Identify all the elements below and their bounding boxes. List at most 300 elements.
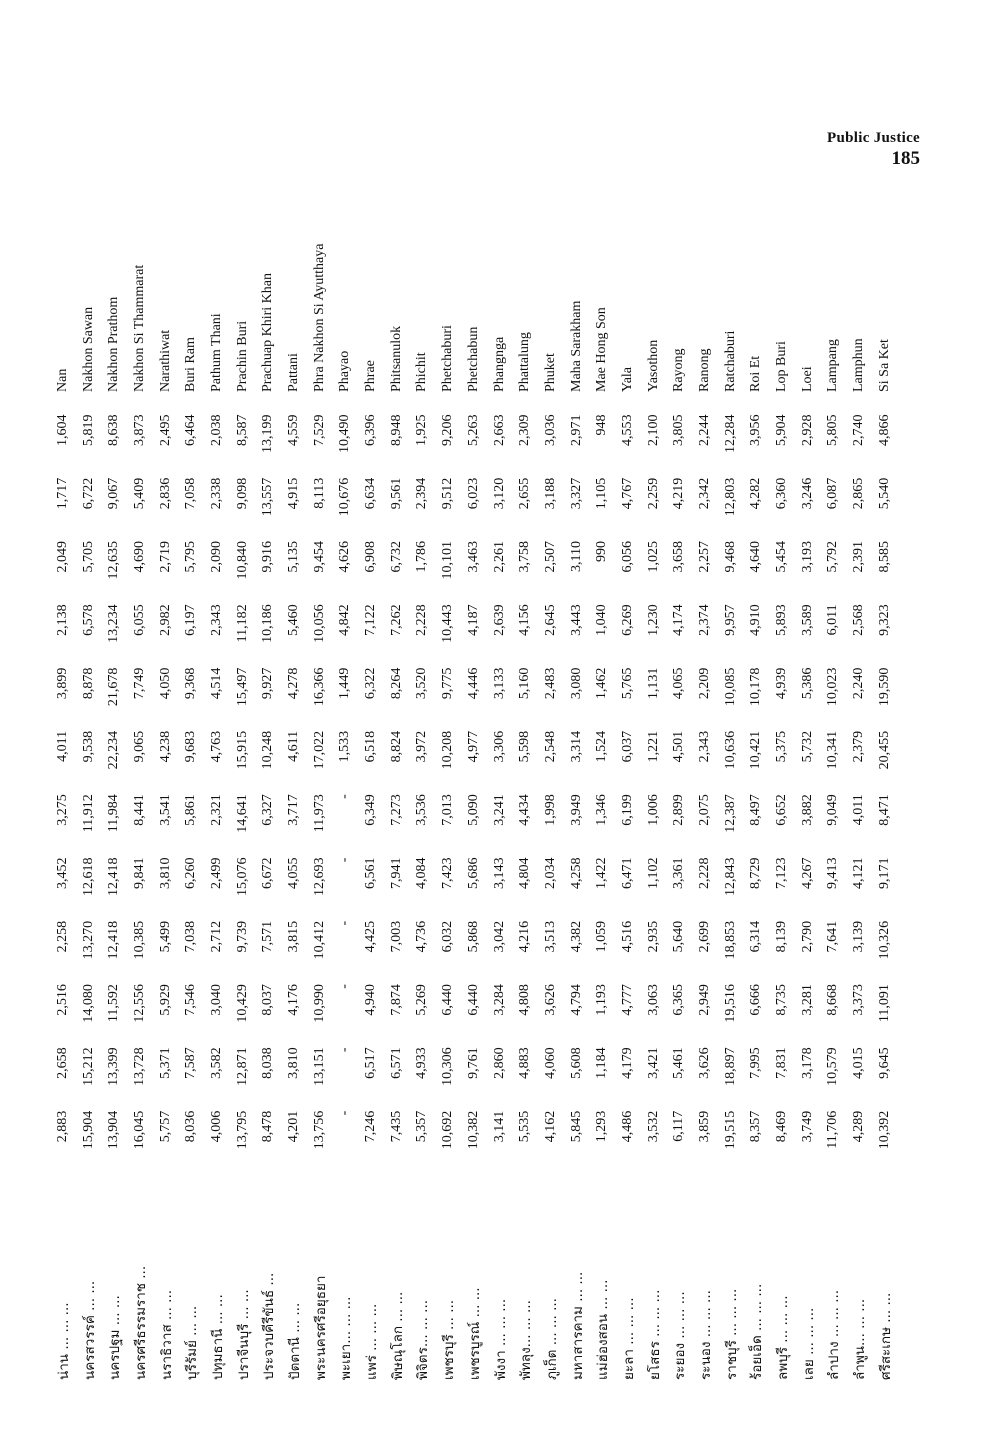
table-cell: 9,512	[440, 477, 456, 510]
table-cell: 5,357	[414, 1110, 430, 1143]
table-cell: 15,904	[80, 1110, 96, 1150]
table-cell: 4,282	[748, 477, 764, 510]
table-cell: 5,893	[774, 604, 790, 636]
table-cell: 5,135	[286, 541, 302, 573]
province-name-thai: ปัตตานี ... ...	[287, 1302, 304, 1380]
province-name-english: Prachuap Khiri Khan	[260, 273, 276, 392]
table-cell: 1,006	[645, 794, 661, 826]
table-cell: 5,732	[799, 730, 815, 763]
table-cell: 4,216	[517, 920, 533, 953]
province-name-english: Yasothon	[645, 339, 661, 392]
table-cell: 2,658	[54, 1047, 70, 1079]
row-values	[697, 414, 713, 1174]
table-cell: 8,587	[234, 414, 250, 446]
table-cell: 9,171	[876, 857, 892, 890]
province-name-english: Phattalung	[517, 332, 533, 392]
province-name-thai: ปทุมธานี ... ...	[209, 1294, 226, 1380]
table-cell: 6,269	[619, 604, 635, 636]
table-cell: 3,463	[465, 541, 481, 573]
table-cell: 4,425	[363, 920, 379, 953]
table-cell: 5,929	[157, 984, 173, 1016]
table-cell: 5,608	[568, 1047, 584, 1079]
table-cell: 3,882	[799, 794, 815, 826]
table-cell: 3,815	[286, 920, 302, 953]
table-cell: 6,571	[388, 1047, 404, 1079]
table-cell: 9,413	[825, 857, 841, 890]
table-cell: 16,366	[311, 667, 327, 707]
table-cell: 8,729	[748, 857, 764, 890]
table-cell: 2,261	[491, 541, 507, 573]
table-cell: 14,641	[234, 794, 250, 833]
province-name-thai: ยโสธร ... ... ...	[646, 1289, 663, 1380]
table-cell: 10,840	[234, 541, 250, 580]
table-row	[487, 150, 513, 1380]
table-cell: 3,327	[568, 477, 584, 510]
table-cell: 5,868	[465, 920, 481, 953]
table-cell: 4,794	[568, 984, 584, 1016]
table-cell: 13,795	[234, 1110, 250, 1150]
table-cell: 22,234	[106, 730, 122, 770]
province-name-thai: เลย ... ... ...	[800, 1307, 817, 1380]
table-cell: 10,385	[131, 920, 147, 960]
table-cell: 9,323	[876, 604, 892, 636]
table-cell: 4,516	[619, 920, 635, 953]
province-name-thai: ปราจีนบุรี ... ...	[235, 1289, 252, 1380]
table-row	[435, 150, 461, 1380]
table-row	[564, 150, 590, 1380]
table-cell: 6,023	[465, 477, 481, 510]
table-cell: -	[337, 1110, 353, 1116]
table-cell: 11,592	[106, 984, 122, 1023]
table-cell: 10,326	[876, 920, 892, 960]
table-cell: 13,270	[80, 920, 96, 960]
row-values	[851, 414, 867, 1174]
row-values	[81, 414, 97, 1174]
province-name-english: Narathiwat	[157, 329, 173, 392]
table-cell: 7,122	[363, 604, 379, 636]
table-cell: 2,379	[851, 730, 867, 763]
table-cell: 6,360	[774, 477, 790, 510]
table-cell: 8,357	[748, 1110, 764, 1143]
table-cell: 10,676	[337, 477, 353, 517]
table-cell: 1,998	[542, 794, 558, 826]
table-cell: 3,042	[491, 920, 507, 953]
table-cell: 2,338	[208, 477, 224, 510]
table-cell: 10,208	[440, 730, 456, 770]
table-cell: 10,023	[825, 667, 841, 707]
table-cell: 5,805	[825, 414, 841, 446]
table-cell: 3,532	[645, 1110, 661, 1143]
table-cell: 9,957	[722, 604, 738, 636]
table-cell: 12,387	[722, 794, 738, 833]
table-cell: 6,322	[363, 667, 379, 700]
table-cell: 4,238	[157, 730, 173, 763]
table-cell: 4,977	[465, 730, 481, 763]
province-name-english: Lamphun	[851, 338, 867, 392]
table-cell: 2,257	[697, 541, 713, 573]
table-cell: 1,449	[337, 667, 353, 700]
table-cell: 8,497	[748, 794, 764, 826]
table-cell: 2,321	[208, 794, 224, 826]
table-cell: -	[337, 1047, 353, 1053]
table-cell: 3,658	[671, 541, 687, 573]
row-values	[363, 414, 379, 1174]
table-cell: 3,956	[748, 414, 764, 446]
table-cell: 13,728	[131, 1047, 147, 1086]
table-cell: 8,471	[876, 794, 892, 826]
table-cell: 3,361	[671, 857, 687, 890]
table-cell: 7,546	[183, 984, 199, 1016]
table-cell: 5,386	[799, 667, 815, 700]
province-name-thai: แพร่ ... ... ...	[364, 1303, 381, 1380]
row-values	[389, 414, 405, 1174]
table-cell: 4,501	[671, 730, 687, 763]
table-cell: 9,916	[260, 541, 276, 573]
province-name-thai: ลำพูน... ... ...	[852, 1298, 869, 1380]
table-cell: 2,836	[157, 477, 173, 510]
province-name-thai: พิษณุโลก ... ...	[389, 1291, 406, 1380]
table-cell: 7,529	[311, 414, 327, 446]
table-cell: 4,611	[286, 730, 302, 762]
table-cell: 9,739	[234, 920, 250, 953]
table-cell: 3,040	[208, 984, 224, 1016]
table-cell: 4,736	[414, 920, 430, 953]
table-cell: 3,443	[568, 604, 584, 636]
table-row	[744, 150, 770, 1380]
table-cell: 7,641	[825, 920, 841, 953]
table-cell: 3,284	[491, 984, 507, 1016]
table-cell: 2,860	[491, 1047, 507, 1079]
table-cell: 4,060	[542, 1047, 558, 1079]
province-name-english: Nakhon Sawan	[80, 306, 96, 392]
table-row	[153, 150, 179, 1380]
table-cell: 12,418	[106, 920, 122, 960]
table-cell: 6,634	[363, 477, 379, 510]
province-statistics-table	[50, 150, 925, 1380]
row-values	[312, 414, 328, 1174]
table-cell: 12,843	[722, 857, 738, 897]
province-name-thai: เพชรบุรี ... ...	[441, 1299, 458, 1380]
table-cell: 7,435	[388, 1110, 404, 1143]
row-values	[825, 414, 841, 1174]
table-cell: 1,131	[645, 667, 661, 700]
province-name-english: Ranong	[697, 348, 713, 392]
province-name-english: Phra Nakhon Si Ayutthaya	[311, 243, 327, 392]
table-cell: 6,732	[388, 541, 404, 573]
table-cell: 10,579	[825, 1047, 841, 1086]
table-cell: 6,652	[774, 794, 790, 826]
row-values	[260, 414, 276, 1174]
row-values	[774, 414, 790, 1174]
table-cell: 7,038	[183, 920, 199, 953]
province-name-thai: พะเยา... ... ...	[338, 1296, 355, 1380]
province-name-thai: พระนครศรีอยุธยา	[312, 1275, 329, 1380]
province-name-thai: บุรีรัมย์ ... ...	[184, 1305, 201, 1380]
table-cell: 2,090	[208, 541, 224, 573]
table-cell: 2,100	[645, 414, 661, 446]
table-cell: 1,293	[594, 1110, 610, 1143]
row-values	[466, 414, 482, 1174]
table-cell: 10,990	[311, 984, 327, 1023]
table-row	[872, 150, 898, 1380]
table-cell: 6,396	[363, 414, 379, 446]
province-name-english: Lampang	[825, 339, 841, 392]
table-cell: 13,557	[260, 477, 276, 517]
table-cell: 13,399	[106, 1047, 122, 1086]
table-cell: 6,464	[183, 414, 199, 446]
row-values	[517, 414, 533, 1174]
table-cell: 4,174	[671, 604, 687, 636]
table-cell: 3,133	[491, 667, 507, 700]
province-name-thai: ร้อยเอ็ด ... ... ...	[749, 1283, 766, 1380]
table-cell: 2,374	[697, 604, 713, 636]
province-name-thai: ระนอง ... ... ...	[698, 1290, 715, 1380]
table-cell: 15,915	[234, 730, 250, 770]
table-cell: 3,063	[645, 984, 661, 1016]
table-cell: 11,973	[311, 794, 327, 833]
table-cell: 3,582	[208, 1047, 224, 1079]
table-cell: 19,590	[876, 667, 892, 707]
table-cell: 2,259	[645, 477, 661, 510]
table-cell: 9,098	[234, 477, 250, 510]
table-row	[178, 150, 204, 1380]
province-name-english: Phayao	[337, 350, 353, 392]
table-row	[821, 150, 847, 1380]
table-cell: 4,219	[671, 477, 687, 510]
table-cell: 10,248	[260, 730, 276, 770]
row-values	[286, 414, 302, 1174]
table-cell: 2,719	[157, 541, 173, 573]
table-cell: 3,306	[491, 730, 507, 763]
table-cell: 6,327	[260, 794, 276, 826]
table-cell: 4,278	[286, 667, 302, 700]
table-cell: 15,497	[234, 667, 250, 707]
table-cell: 1,105	[594, 477, 610, 510]
table-cell: 4,258	[568, 857, 584, 890]
table-cell: 3,589	[799, 604, 815, 636]
table-cell: 6,471	[619, 857, 635, 890]
row-values	[723, 414, 739, 1174]
table-cell: 4,777	[619, 984, 635, 1016]
province-name-english: Nan	[54, 368, 70, 392]
table-cell: 2,394	[414, 477, 430, 510]
table-cell: 1,925	[414, 414, 430, 446]
row-values	[414, 414, 430, 1174]
table-cell: 10,692	[440, 1110, 456, 1150]
table-cell: 6,349	[363, 794, 379, 826]
row-values	[235, 414, 251, 1174]
row-values	[569, 414, 585, 1174]
province-name-thai: มหาสารคาม ... ...	[569, 1271, 586, 1380]
table-cell: 6,672	[260, 857, 276, 890]
table-row	[846, 150, 872, 1380]
table-cell: 4,915	[286, 477, 302, 510]
table-cell: 5,269	[414, 984, 430, 1016]
table-cell: 4,486	[619, 1110, 635, 1143]
table-row	[76, 150, 102, 1380]
table-cell: 9,561	[388, 477, 404, 510]
table-cell: 4,883	[517, 1047, 533, 1079]
table-cell: 1,059	[594, 920, 610, 953]
table-cell: -	[337, 857, 353, 863]
table-cell: 16,045	[131, 1110, 147, 1150]
table-cell: 3,626	[542, 984, 558, 1016]
table-cell: 8,469	[774, 1110, 790, 1143]
table-cell: 4,011	[851, 794, 867, 826]
row-values	[132, 414, 148, 1174]
table-cell: 3,178	[799, 1047, 815, 1079]
table-cell: 2,883	[54, 1110, 70, 1143]
table-cell: 6,440	[440, 984, 456, 1016]
table-cell: 7,941	[388, 857, 404, 890]
table-row	[358, 150, 384, 1380]
table-cell: 3,859	[697, 1110, 713, 1143]
table-cell: 5,792	[825, 541, 841, 573]
row-values	[158, 414, 174, 1174]
table-cell: 9,775	[440, 667, 456, 700]
table-cell: 9,067	[106, 477, 122, 510]
table-cell: 4,808	[517, 984, 533, 1016]
province-name-english: Nakhon Prathom	[106, 296, 122, 392]
province-name-english: Phetchaburi	[440, 325, 456, 392]
table-cell: 2,038	[208, 414, 224, 446]
table-cell: 2,228	[414, 604, 430, 636]
table-cell: 5,795	[183, 541, 199, 573]
table-cell: 3,520	[414, 667, 430, 700]
table-cell: 9,841	[131, 857, 147, 890]
table-cell: 8,824	[388, 730, 404, 763]
table-cell: 2,049	[54, 541, 70, 573]
table-row	[410, 150, 436, 1380]
table-cell: 5,819	[80, 414, 96, 446]
table-cell: 18,897	[722, 1047, 738, 1086]
table-cell: 2,034	[542, 857, 558, 890]
table-cell: 4,553	[619, 414, 635, 446]
table-row	[204, 150, 230, 1380]
table-cell: 5,263	[465, 414, 481, 446]
table-cell: 5,454	[774, 541, 790, 573]
table-cell: 9,368	[183, 667, 199, 700]
table-cell: 4,434	[517, 794, 533, 826]
table-cell: 6,197	[183, 604, 199, 636]
row-values	[209, 414, 225, 1174]
table-cell: 12,418	[106, 857, 122, 897]
table-cell: 12,284	[722, 414, 738, 453]
table-cell: 5,540	[876, 477, 892, 510]
table-cell: 9,065	[131, 730, 147, 763]
province-name-thai: นราธิวาส ... ...	[158, 1289, 175, 1380]
table-cell: 6,666	[748, 984, 764, 1016]
province-name-english: Rayong	[671, 348, 687, 392]
table-cell: 5,160	[517, 667, 533, 700]
province-name-thai: แม่ฮ่องสอน ... ...	[595, 1279, 612, 1380]
table-cell: 4,015	[851, 1047, 867, 1079]
province-name-english: Ratchaburi	[722, 330, 738, 392]
table-cell: 10,306	[440, 1047, 456, 1086]
table-cell: 8,113	[311, 477, 327, 509]
table-cell: 4,939	[774, 667, 790, 700]
table-cell: 17,022	[311, 730, 327, 770]
table-cell: 3,188	[542, 477, 558, 510]
province-name-thai: พิจิตร... ... ...	[415, 1299, 432, 1380]
table-cell: 10,178	[748, 667, 764, 707]
table-cell: 19,516	[722, 984, 738, 1023]
table-cell: 6,518	[363, 730, 379, 763]
table-cell: 3,810	[157, 857, 173, 890]
table-cell: 12,635	[106, 541, 122, 580]
province-name-thai: นครสวรรค์ ... ...	[81, 1280, 98, 1380]
table-cell: 3,873	[131, 414, 147, 446]
table-cell: 1,230	[645, 604, 661, 636]
table-cell: 10,341	[825, 730, 841, 770]
table-cell: 8,878	[80, 667, 96, 700]
table-cell: 4,559	[286, 414, 302, 446]
table-cell: 7,273	[388, 794, 404, 826]
table-cell: 4,065	[671, 667, 687, 700]
table-cell: 5,499	[157, 920, 173, 953]
table-row	[692, 150, 718, 1380]
table-cell: 3,541	[157, 794, 173, 826]
table-cell: 11,984	[106, 794, 122, 833]
table-cell: 11,182	[234, 604, 250, 643]
table-cell: 3,513	[542, 920, 558, 953]
table-cell: 1,184	[594, 1047, 610, 1079]
table-cell: 5,765	[619, 667, 635, 700]
table-cell: 4,267	[799, 857, 815, 890]
row-values	[594, 414, 610, 1174]
table-cell: 13,756	[311, 1110, 327, 1150]
table-cell: 3,949	[568, 794, 584, 826]
table-cell: 7,246	[363, 1110, 379, 1143]
table-cell: 2,343	[208, 604, 224, 636]
table-row	[127, 150, 153, 1380]
table-cell: 8,038	[260, 1047, 276, 1079]
table-cell: 11,706	[825, 1110, 841, 1149]
table-cell: 1,221	[645, 730, 661, 763]
table-cell: 2,343	[697, 730, 713, 763]
table-rows	[50, 150, 898, 1380]
table-cell: 9,645	[876, 1047, 892, 1079]
table-cell: 990	[594, 541, 610, 563]
table-cell: 2,699	[697, 920, 713, 953]
table-cell: 2,928	[799, 414, 815, 446]
table-cell: 5,686	[465, 857, 481, 890]
province-name-thai: เพชรบูรณ์ ... ...	[466, 1287, 483, 1380]
table-cell: 5,757	[157, 1110, 173, 1143]
table-cell: 2,342	[697, 477, 713, 510]
table-cell: 1,346	[594, 794, 610, 826]
province-name-english: Loei	[799, 366, 815, 392]
table-cell: 3,036	[542, 414, 558, 446]
table-cell: 3,143	[491, 857, 507, 890]
table-cell: 1,786	[414, 541, 430, 573]
table-cell: 5,904	[774, 414, 790, 446]
table-cell: 2,209	[697, 667, 713, 700]
province-name-english: Lop Buri	[774, 341, 790, 392]
table-cell: 3,758	[517, 541, 533, 573]
row-values	[543, 414, 559, 1174]
table-cell: 2,240	[851, 667, 867, 700]
table-cell: 12,618	[80, 857, 96, 897]
province-name-thai: ลำปาง ... ... ...	[826, 1289, 843, 1380]
table-cell: 6,199	[619, 794, 635, 826]
table-cell: 10,412	[311, 920, 327, 960]
table-cell: 4,084	[414, 857, 430, 890]
row-values	[106, 414, 122, 1174]
table-cell: 4,121	[851, 857, 867, 890]
table-cell: 2,228	[697, 857, 713, 890]
table-cell: 4,201	[286, 1110, 302, 1143]
